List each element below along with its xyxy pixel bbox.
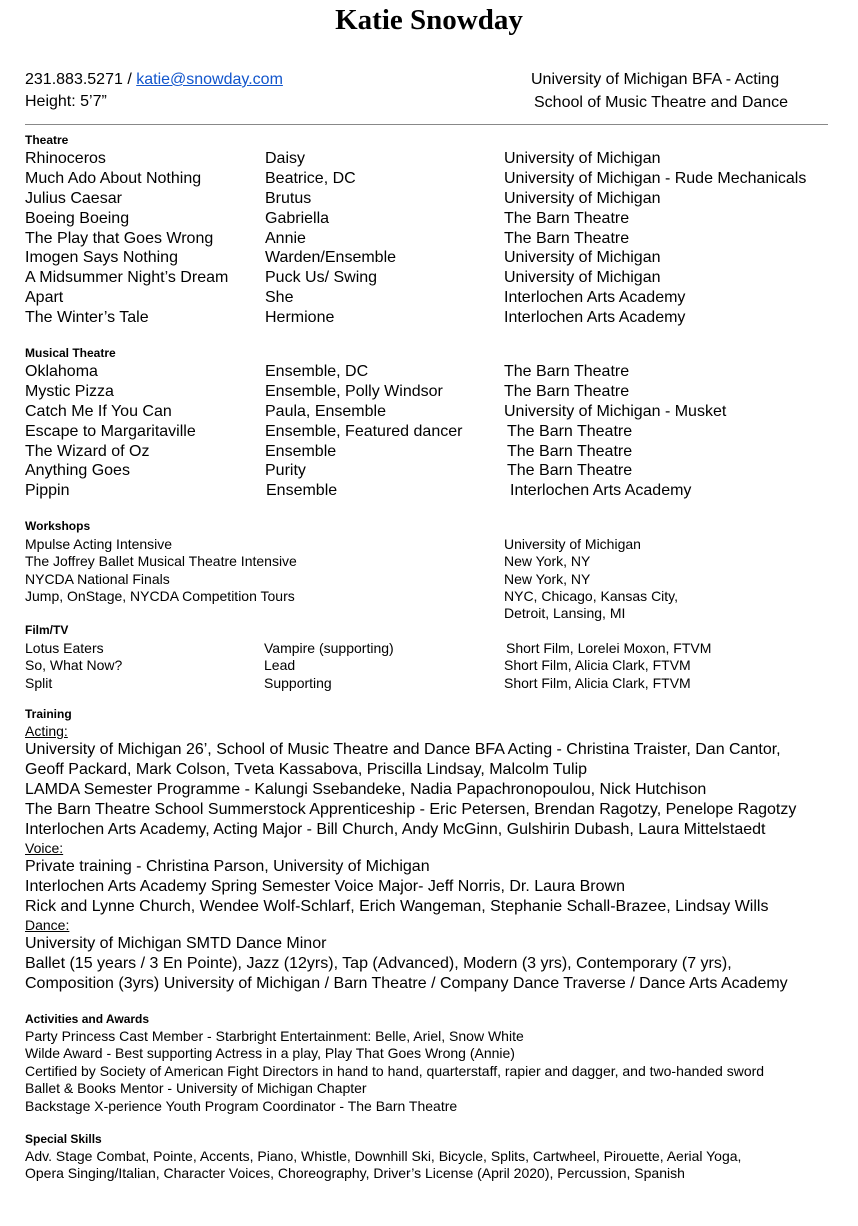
dance-label: Dance: bbox=[25, 917, 70, 933]
workshop-row bbox=[25, 588, 845, 605]
venue: The Barn Theatre bbox=[504, 209, 630, 227]
venue: University of Michigan bbox=[504, 150, 661, 167]
training-line: Ballet (15 years / 3 En Pointe), Jazz (12yrs), Tap (Advanced), Modern (3 yrs), Contemporary (7 yrs), bbox=[25, 955, 732, 972]
show-title: Boeing Boeing bbox=[25, 209, 130, 227]
training-line: Interlochen Arts Academy Spring Semester Voice Major- Jeff Norris, Dr. Laura Brown bbox=[25, 878, 625, 895]
skills-line: Opera Singing/Italian, Character Voices, Choreography, Driver’s License (April 2020), Percussion, Spanish bbox=[25, 1165, 685, 1182]
training-heading: Training bbox=[25, 707, 72, 721]
film-production: Short Film, Alicia Clark, FTVM bbox=[504, 674, 691, 691]
training-line: Rick and Lynne Church, Wendee Wolf-Schlarf, Erich Wangeman, Stephanie Schall-Brazee, Lindsay Wills bbox=[25, 898, 769, 915]
show-title: Imogen Says Nothing bbox=[25, 249, 178, 267]
role: Gabriella bbox=[265, 209, 330, 227]
role: Ensemble bbox=[266, 482, 338, 500]
credit-row bbox=[25, 402, 845, 422]
film-tv-heading: Film/TV bbox=[25, 623, 69, 637]
film-role: Lead bbox=[264, 657, 296, 674]
school-line-1: University of Michigan BFA - Acting bbox=[531, 71, 780, 88]
film-role: Vampire (supporting) bbox=[264, 640, 394, 656]
activity-item: Backstage X-perience Youth Program Coordinator - The Barn Theatre bbox=[25, 1097, 458, 1114]
activity-item: Ballet & Books Mentor - University of Michigan Chapter bbox=[25, 1080, 367, 1097]
show-title: A Midsummer Night’s Dream bbox=[25, 269, 229, 287]
training-line: Geoff Packard, Mark Colson, Tveta Kassabova, Priscilla Lindsay, Malcolm Tulip bbox=[25, 761, 588, 778]
credit-row bbox=[25, 442, 845, 462]
credit-row bbox=[25, 229, 845, 249]
activity-item: Wilde Award - Best supporting Actress in a play, Play That Goes Wrong (Annie) bbox=[25, 1045, 515, 1062]
show-title: Pippin bbox=[25, 482, 70, 500]
phone-number: 231.883.5271 bbox=[25, 71, 123, 88]
venue: The Barn Theatre bbox=[504, 382, 630, 400]
venue: The Barn Theatre bbox=[504, 229, 630, 247]
training-line: University of Michigan SMTD Dance Minor bbox=[25, 935, 327, 952]
show-title: Much Ado About Nothing bbox=[25, 169, 202, 187]
workshops-heading: Workshops bbox=[25, 519, 91, 533]
workshop-location: University of Michigan bbox=[504, 536, 641, 552]
venue: Interlochen Arts Academy bbox=[504, 289, 686, 307]
show-title: Mystic Pizza bbox=[25, 382, 114, 400]
film-row bbox=[25, 657, 845, 674]
role: She bbox=[265, 289, 294, 307]
workshop-title: The Joffrey Ballet Musical Theatre Intensive bbox=[25, 553, 297, 570]
role: Ensemble, DC bbox=[265, 363, 369, 380]
activities-list bbox=[25, 1028, 840, 1115]
credit-row bbox=[25, 189, 845, 209]
film-role: Supporting bbox=[264, 674, 332, 691]
role: Brutus bbox=[265, 189, 312, 207]
role: Purity bbox=[265, 462, 306, 480]
special-skills-heading: Special Skills bbox=[25, 1132, 102, 1146]
venue: The Barn Theatre bbox=[507, 462, 633, 480]
credit-row bbox=[25, 288, 845, 308]
contact-info bbox=[25, 69, 283, 113]
film-title: So, What Now? bbox=[25, 657, 123, 674]
workshop-location: New York, NY bbox=[504, 570, 591, 587]
credit-row bbox=[25, 248, 845, 268]
credit-row bbox=[25, 422, 845, 442]
role: Daisy bbox=[265, 150, 306, 167]
credit-row bbox=[25, 209, 845, 229]
header-divider bbox=[25, 124, 828, 125]
resume-name: Katie Snowday bbox=[335, 4, 523, 36]
show-title: Anything Goes bbox=[25, 462, 130, 480]
training-line: Private training - Christina Parson, University of Michigan bbox=[25, 858, 430, 875]
show-title: Rhinoceros bbox=[25, 150, 106, 167]
film-row bbox=[25, 640, 845, 657]
height: Height: 5’7” bbox=[25, 93, 107, 110]
venue: The Barn Theatre bbox=[504, 363, 630, 380]
film-row bbox=[25, 675, 845, 692]
venue: The Barn Theatre bbox=[507, 422, 633, 440]
show-title: Escape to Margaritaville bbox=[25, 422, 196, 440]
workshop-row bbox=[25, 536, 845, 553]
film-production: Short Film, Lorelei Moxon, FTVM bbox=[506, 640, 712, 656]
role: Ensemble bbox=[265, 442, 337, 460]
venue: The Barn Theatre bbox=[507, 442, 633, 460]
role: Puck Us/ Swing bbox=[265, 269, 378, 287]
workshop-title: NYCDA National Finals bbox=[25, 570, 170, 587]
role: Beatrice, DC bbox=[265, 169, 356, 187]
workshop-title: Jump, OnStage, NYCDA Competition Tours bbox=[25, 587, 295, 604]
venue: Interlochen Arts Academy bbox=[510, 482, 692, 500]
voice-label: Voice: bbox=[25, 840, 64, 856]
acting-label: Acting: bbox=[25, 723, 68, 739]
role: Ensemble, Featured dancer bbox=[265, 422, 463, 440]
film-production: Short Film, Alicia Clark, FTVM bbox=[504, 657, 691, 674]
credit-row bbox=[25, 461, 845, 481]
activity-item: Party Princess Cast Member - Starbright Entertainment: Belle, Ariel, Snow White bbox=[25, 1028, 524, 1044]
venue: University of Michigan bbox=[504, 189, 661, 207]
role: Warden/Ensemble bbox=[265, 249, 397, 267]
credit-row bbox=[25, 149, 845, 169]
credit-row bbox=[25, 268, 845, 288]
credit-row bbox=[25, 308, 845, 328]
credit-row bbox=[25, 169, 845, 189]
show-title: Oklahoma bbox=[25, 363, 98, 380]
venue: Interlochen Arts Academy bbox=[504, 309, 686, 327]
contact-separator: / bbox=[122, 71, 137, 88]
film-title: Lotus Eaters bbox=[25, 640, 104, 656]
training-line: LAMDA Semester Programme - Kalungi Ssebandeke, Nadia Papachronopoulou, Nick Hutchison bbox=[25, 781, 707, 798]
venue: University of Michigan - Musket bbox=[504, 402, 727, 420]
role: Paula, Ensemble bbox=[265, 402, 386, 420]
role: Ensemble, Polly Windsor bbox=[265, 382, 443, 400]
email-link[interactable]: katie@snowday.com bbox=[136, 71, 283, 88]
venue: University of Michigan - Rude Mechanicals bbox=[504, 169, 807, 187]
training-line: University of Michigan 26’, School of Music Theatre and Dance BFA Acting - Christina Traister, Dan Cantor, bbox=[25, 741, 781, 758]
musical-theatre-heading: Musical Theatre bbox=[25, 346, 116, 360]
training-section bbox=[25, 723, 840, 994]
training-line: Interlochen Arts Academy, Acting Major - Bill Church, Andy McGinn, Gulshirin Dubash, Laura Mittelstaedt bbox=[25, 821, 766, 838]
credit-row bbox=[25, 382, 845, 402]
theatre-heading: Theatre bbox=[25, 133, 69, 147]
show-title: The Play that Goes Wrong bbox=[25, 229, 214, 247]
workshop-location: Detroit, Lansing, MI bbox=[504, 605, 626, 622]
workshop-row bbox=[25, 553, 845, 570]
workshop-location: New York, NY bbox=[504, 553, 591, 570]
school-line-2: School of Music Theatre and Dance bbox=[534, 94, 789, 111]
show-title: The Winter’s Tale bbox=[25, 309, 149, 327]
role: Hermione bbox=[265, 309, 335, 327]
role: Annie bbox=[265, 229, 306, 247]
workshop-row bbox=[25, 571, 845, 588]
show-title: Apart bbox=[25, 289, 64, 307]
show-title: Julius Caesar bbox=[25, 189, 122, 207]
skills-line: Adv. Stage Combat, Pointe, Accents, Piano, Whistle, Downhill Ski, Bicycle, Splits, Cartwheel, Pirouette, Aerial Yoga, bbox=[25, 1148, 742, 1164]
training-line: The Barn Theatre School Summerstock Apprenticeship - Eric Petersen, Brendan Ragotzy, Penelope Ragotzy bbox=[25, 801, 797, 818]
special-skills-list bbox=[25, 1148, 840, 1183]
workshops-list bbox=[25, 536, 845, 622]
show-title: Catch Me If You Can bbox=[25, 402, 172, 420]
film-tv-list bbox=[25, 640, 845, 692]
credit-row bbox=[25, 481, 845, 501]
workshop-title: Mpulse Acting Intensive bbox=[25, 536, 173, 552]
show-title: The Wizard of Oz bbox=[25, 442, 150, 460]
venue: University of Michigan bbox=[504, 269, 661, 287]
activities-heading: Activities and Awards bbox=[25, 1012, 150, 1026]
credit-row bbox=[25, 362, 845, 382]
theatre-list bbox=[25, 149, 845, 328]
film-title: Split bbox=[25, 674, 53, 691]
venue: University of Michigan bbox=[504, 249, 661, 267]
phone-email-line bbox=[25, 69, 283, 91]
workshop-row bbox=[25, 605, 845, 622]
activity-item: Certified by Society of American Fight Directors in hand to hand, quarterstaff, rapier and dagger, and two-handed sword bbox=[25, 1062, 765, 1079]
training-line: Composition (3yrs) University of Michigan / Barn Theatre / Company Dance Traverse / Dance Arts Academy bbox=[25, 975, 788, 992]
musical-theatre-list bbox=[25, 362, 845, 501]
workshop-location: NYC, Chicago, Kansas City, bbox=[504, 587, 679, 604]
